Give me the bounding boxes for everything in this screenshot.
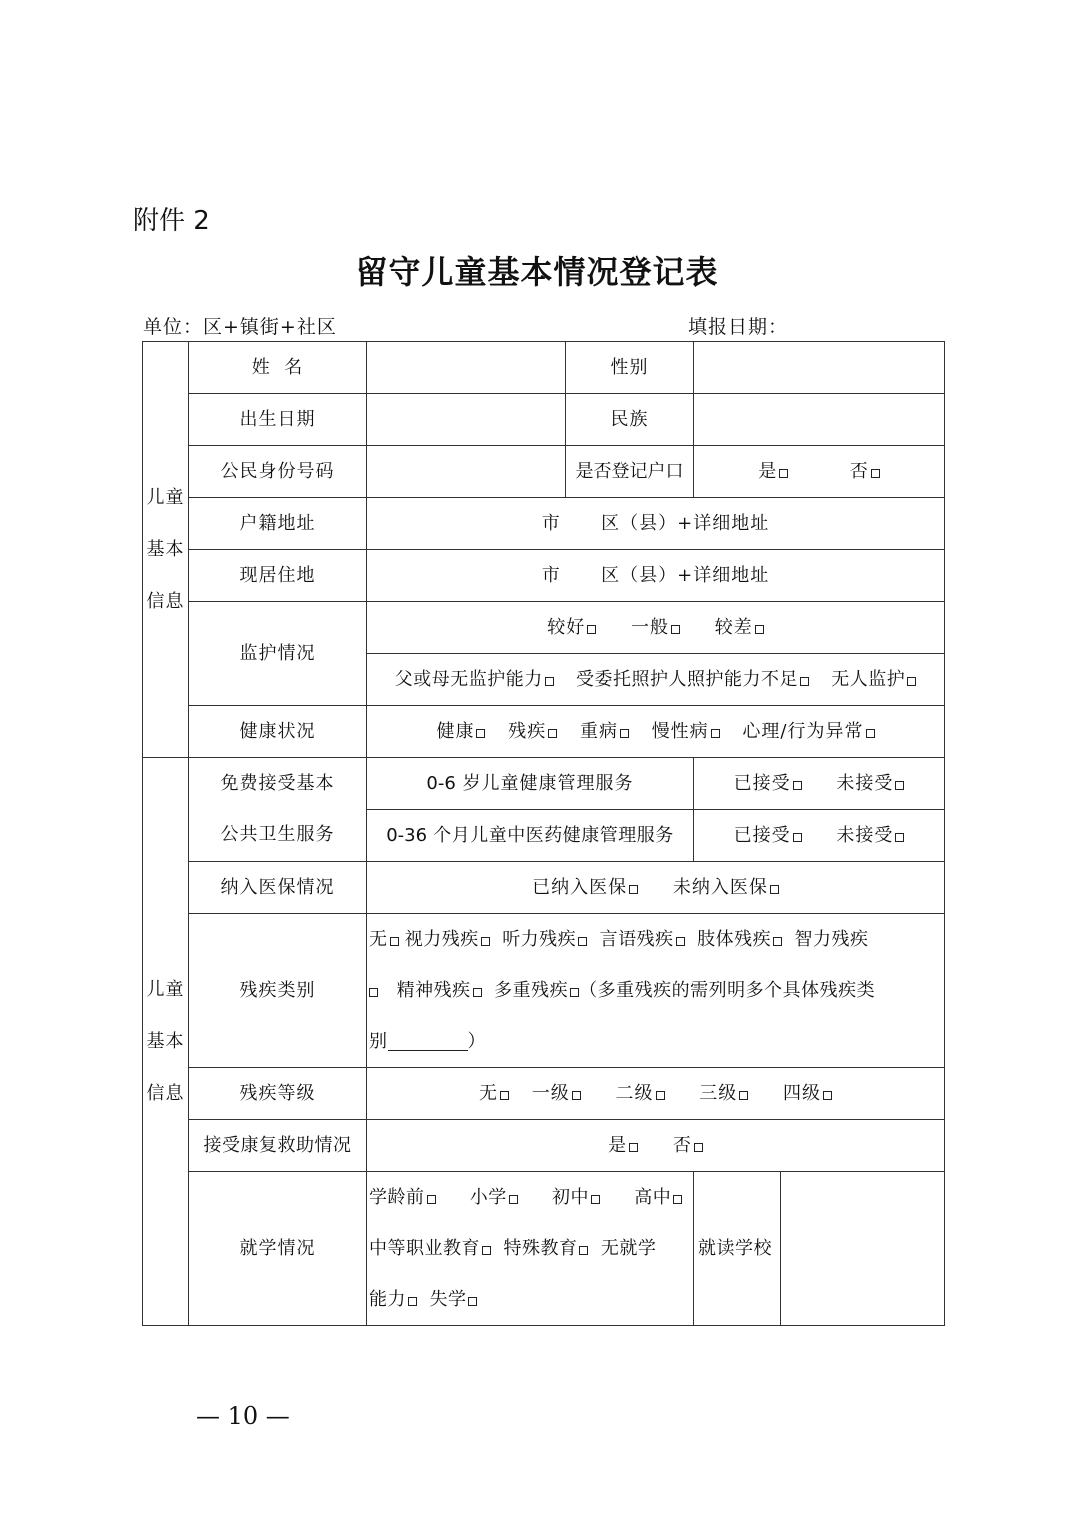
checkbox[interactable]: [476, 729, 485, 738]
checkbox[interactable]: [671, 625, 680, 634]
guardian-none-option[interactable]: 无人监护: [831, 669, 916, 690]
page-number: — 10 —: [196, 1402, 290, 1430]
checkbox[interactable]: [570, 988, 579, 997]
checkbox[interactable]: [895, 781, 904, 790]
service1-not-accepted-option[interactable]: 未接受: [836, 773, 904, 794]
insurance-enrolled-option[interactable]: 已纳入医保: [532, 877, 638, 898]
school-no-ability-option[interactable]: 能力: [369, 1289, 417, 1310]
disability-none-option[interactable]: 无: [369, 929, 399, 950]
checkbox[interactable]: [390, 937, 399, 946]
school-name-field[interactable]: [781, 1172, 945, 1326]
residence-field[interactable]: 市 区（县）+详细地址: [367, 550, 945, 602]
level-1-option[interactable]: 一级: [532, 1083, 581, 1104]
disability-intellectual-option[interactable]: 智力残疾: [794, 929, 869, 950]
service2-not-accepted-option[interactable]: 未接受: [836, 825, 904, 846]
service1-accepted-option[interactable]: 已接受: [734, 773, 802, 794]
school-special-option[interactable]: 特殊教育: [503, 1238, 588, 1259]
school-senior-option[interactable]: 高中: [634, 1187, 682, 1208]
checkbox[interactable]: [578, 937, 587, 946]
level-none-option[interactable]: 无: [479, 1083, 509, 1104]
service1-options: [694, 758, 945, 810]
checkbox[interactable]: [482, 1246, 491, 1255]
checkbox[interactable]: [548, 729, 557, 738]
health-chronic-option[interactable]: 慢性病: [652, 721, 720, 742]
checkbox[interactable]: [587, 625, 596, 634]
disability-level-options: [367, 1068, 945, 1120]
level-2-option[interactable]: 二级: [616, 1083, 665, 1104]
guardianship-options-2: [367, 654, 945, 706]
school-name-label: 就读学校: [694, 1172, 781, 1326]
disability-specify-blank[interactable]: [388, 1032, 468, 1051]
guardian-average-option[interactable]: 一般: [631, 617, 680, 638]
checkbox[interactable]: [369, 988, 378, 997]
insurance-options: [367, 862, 945, 914]
checkbox[interactable]: [755, 625, 764, 634]
disability-speech-option[interactable]: 言语残疾: [600, 929, 685, 950]
disability-visual-option[interactable]: 视力残疾: [405, 929, 490, 950]
disability-hearing-option[interactable]: 听力残疾: [502, 929, 587, 950]
checkbox[interactable]: [800, 677, 809, 686]
guardianship-options-1: [367, 602, 945, 654]
checkbox[interactable]: [673, 1195, 682, 1204]
household-address-label: 户籍地址: [189, 498, 367, 550]
health-psych-option[interactable]: 心理/行为异常: [742, 721, 874, 742]
school-junior-option[interactable]: 初中: [552, 1187, 600, 1208]
date-line: 填报日期：: [688, 316, 789, 338]
checkbox[interactable]: [770, 885, 779, 894]
checkbox[interactable]: [779, 469, 788, 478]
checkbox[interactable]: [572, 1091, 581, 1100]
name-field[interactable]: [367, 342, 566, 394]
school-no-ability-text: 无就学: [600, 1238, 657, 1259]
disability-note-cont: 别: [369, 1031, 388, 1052]
rehab-no-option[interactable]: 否: [673, 1135, 703, 1156]
school-preschool-option[interactable]: 学龄前: [369, 1187, 436, 1208]
checkbox[interactable]: [866, 729, 875, 738]
guardian-parent-unable-option[interactable]: 父或母无监护能力: [395, 669, 554, 690]
checkbox[interactable]: [591, 1195, 600, 1204]
guardian-good-option[interactable]: 较好: [547, 617, 596, 638]
checkbox[interactable]: [509, 1195, 518, 1204]
checkbox[interactable]: [676, 937, 685, 946]
school-dropout-option[interactable]: 失学: [429, 1289, 477, 1310]
level-3-option[interactable]: 三级: [699, 1083, 748, 1104]
hukou-no-option[interactable]: 否: [850, 461, 880, 482]
section1-label: 儿童 基本 信息: [143, 342, 189, 758]
household-address-field[interactable]: 市 区（县）+详细地址: [367, 498, 945, 550]
birthdate-field[interactable]: [367, 394, 566, 446]
checkbox[interactable]: [545, 677, 554, 686]
disability-mental-option[interactable]: 精神残疾: [397, 980, 482, 1001]
checkbox[interactable]: [468, 1297, 477, 1306]
checkbox[interactable]: [895, 833, 904, 842]
health-disabled-option[interactable]: 残疾: [508, 721, 557, 742]
health-healthy-option[interactable]: 健康: [436, 721, 485, 742]
disability-type-label: 残疾类别: [189, 914, 367, 1068]
health-status-label: 健康状况: [189, 706, 367, 758]
health-status-options: [367, 706, 945, 758]
checkbox[interactable]: [629, 885, 638, 894]
disability-multiple-option[interactable]: 多重残疾: [494, 980, 579, 1001]
checkbox[interactable]: [871, 469, 880, 478]
checkbox[interactable]: [694, 1143, 703, 1152]
guardian-entrusted-insufficient-option[interactable]: 受委托照护人照护能力不足: [576, 669, 809, 690]
service2-options: [694, 810, 945, 862]
disability-note-end: ）: [467, 1031, 486, 1052]
checkbox[interactable]: [500, 1091, 509, 1100]
checkbox[interactable]: [711, 729, 720, 738]
checkbox[interactable]: [408, 1297, 417, 1306]
checkbox[interactable]: [473, 988, 482, 997]
ethnicity-field[interactable]: [694, 394, 945, 446]
health-serious-illness-option[interactable]: 重病: [580, 721, 629, 742]
attachment-label: 附件 2: [133, 206, 210, 236]
registration-table: [142, 341, 945, 1326]
checkbox[interactable]: [907, 677, 916, 686]
disability-level-label: 残疾等级: [189, 1068, 367, 1120]
schooling-options: [367, 1172, 694, 1326]
checkbox[interactable]: [620, 729, 629, 738]
checkbox[interactable]: [793, 833, 802, 842]
public-health-label-b: 公共卫生服务: [189, 810, 367, 862]
service2-accepted-option[interactable]: 已接受: [734, 825, 802, 846]
checkbox[interactable]: [481, 937, 490, 946]
ethnicity-label: 民族: [566, 394, 694, 446]
residence-label: 现居住地: [189, 550, 367, 602]
disability-multiple-note: （多重残疾的需列明多个具体残疾类: [579, 980, 876, 1001]
checkbox[interactable]: [823, 1091, 832, 1100]
service-tcm-health: 0-36 个月儿童中医药健康管理服务: [367, 810, 694, 862]
hukou-registered-options: [694, 446, 945, 498]
insurance-label: 纳入医保情况: [189, 862, 367, 914]
page-title: 留守儿童基本情况登记表: [355, 253, 719, 291]
insurance-not-enrolled-option[interactable]: 未纳入医保: [673, 877, 779, 898]
hukou-yes-option[interactable]: 是: [758, 461, 788, 482]
school-vocational-option[interactable]: 中等职业教育: [369, 1238, 491, 1259]
checkbox[interactable]: [579, 1246, 588, 1255]
service-child-health: 0-6 岁儿童健康管理服务: [367, 758, 694, 810]
hukou-registered-label: 是否登记户口: [566, 446, 694, 498]
rehab-assistance-options: [367, 1120, 945, 1172]
checkbox[interactable]: [629, 1143, 638, 1152]
checkbox[interactable]: [739, 1091, 748, 1100]
disability-physical-option[interactable]: 肢体残疾: [697, 929, 782, 950]
guardian-poor-option[interactable]: 较差: [715, 617, 764, 638]
schooling-label: 就学情况: [189, 1172, 367, 1326]
checkbox[interactable]: [656, 1091, 665, 1100]
birthdate-label: 出生日期: [189, 394, 367, 446]
id-number-field[interactable]: [367, 446, 566, 498]
gender-label: 性别: [566, 342, 694, 394]
checkbox[interactable]: [427, 1195, 436, 1204]
name-label: 姓 名: [189, 342, 367, 394]
school-primary-option[interactable]: 小学: [470, 1187, 518, 1208]
public-health-label-a: 免费接受基本: [189, 758, 367, 810]
section2-label: 儿童 基本 信息: [143, 758, 189, 1326]
disability-type-options: [367, 914, 945, 1068]
rehab-assistance-label: 接受康复救助情况: [189, 1120, 367, 1172]
checkbox[interactable]: [793, 781, 802, 790]
unit-line: 单位：区+镇街+社区: [143, 316, 337, 338]
rehab-yes-option[interactable]: 是: [608, 1135, 638, 1156]
id-number-label: 公民身份号码: [189, 446, 367, 498]
level-4-option[interactable]: 四级: [783, 1083, 832, 1104]
guardianship-label: 监护情况: [189, 602, 367, 706]
checkbox[interactable]: [773, 937, 782, 946]
gender-field[interactable]: [694, 342, 945, 394]
